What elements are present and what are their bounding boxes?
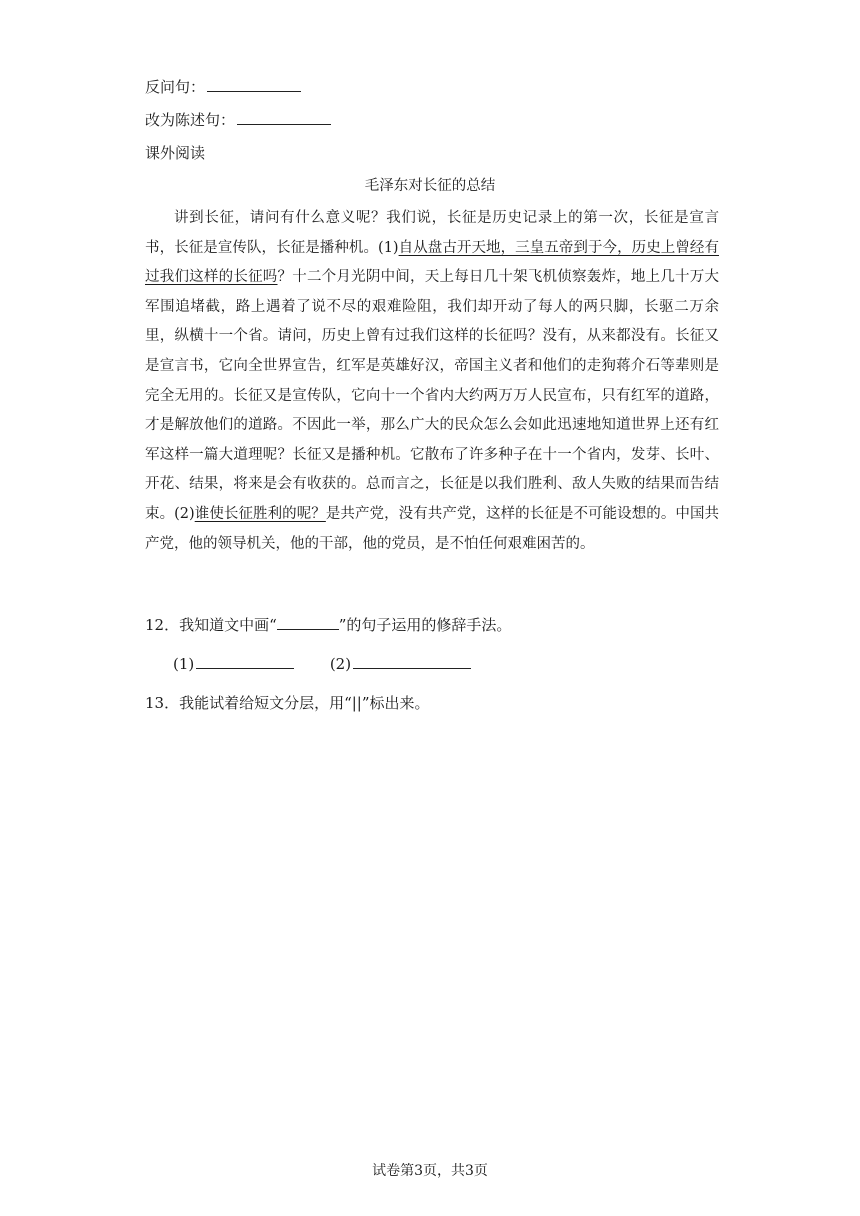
answer-1-label: (1) (173, 655, 195, 673)
underline-marker-1: (1) (378, 239, 399, 256)
passage-segment-2: ？十二个月光阴中间，天上每日几十架飞机侦察轰炸，地上几十万大军围追堵截，路上遇着了说不尽的艰难险阻，我们却开动了每人的两只脚，长驱二万余里，纵横十一个省。请问，历史上曾有过我们这样的长征吗？没有，从来都没有。长征又是宣言书，它向全世界宣告，红军是英雄好汉，帝国主义者和他们的走狗蒋介石等辈则是完全无用的。长征又是宣传队，它向十一个省内大约两万万人民宣布，只有红军的道路，才是解放他们的道路。不因此一举，那么广大的民众怎么会如此迅速地知道世界上还有红军这样一篇大道理呢？长征又是播种机。它散布了许多种子在十一个省内，发芽、长叶、开花、结果，将来是会有收获的。总而言之，长征是以我们胜利、敌人失败的结果而告结束。 (145, 269, 719, 522)
page-footer: 试卷第3页，共3页 (372, 1163, 488, 1179)
passage-segment-1: 讲到长征，请问有什么意义呢？我们说，长征是历史记录上的第一次，长征是宣言书，长征是宣传队，长征是播种机。 (145, 210, 719, 256)
question-13: 13．我能试着给短文分层，用“||”标出来。 (145, 694, 430, 712)
declarative-sentence-label: 改为陈述句： (145, 111, 236, 129)
question-12 (145, 614, 511, 635)
passage-body (145, 204, 719, 559)
rhetorical-question-blank[interactable] (207, 77, 301, 92)
underline-marker-2: (2) (174, 505, 195, 522)
section-heading: 课外阅读 (145, 144, 206, 162)
answer-2-label: (2) (329, 655, 352, 673)
question-12-inline-blank[interactable] (277, 615, 339, 630)
passage-title: 毛泽东对长征的总结 (364, 178, 496, 194)
rhetorical-question-line (145, 76, 301, 97)
answer-2-blank[interactable] (353, 654, 471, 669)
question-12-prefix: 12．我知道文中画“ (145, 616, 277, 634)
passage-segment-3: 是共产党，没有共产党，这样的长征是不可能设想的。中国共产党，他的领导机关，他的干部，他的党员，是不怕任何艰难困苦的。 (145, 505, 720, 552)
underlined-sentence-1: 自从盘古开天地，三皇五帝到于今，历史上曾经有过我们这样的长征吗 (145, 239, 719, 286)
declarative-sentence-line (145, 109, 331, 130)
underlined-sentence-2: 谁使长征胜利的呢？ (194, 505, 326, 522)
question-12-answers (173, 654, 471, 673)
rhetorical-question-label: 反问句： (145, 78, 206, 96)
answer-1-blank[interactable] (196, 654, 294, 669)
declarative-sentence-blank[interactable] (237, 110, 331, 125)
question-12-suffix: ”的句子运用的修辞手法。 (338, 616, 512, 634)
